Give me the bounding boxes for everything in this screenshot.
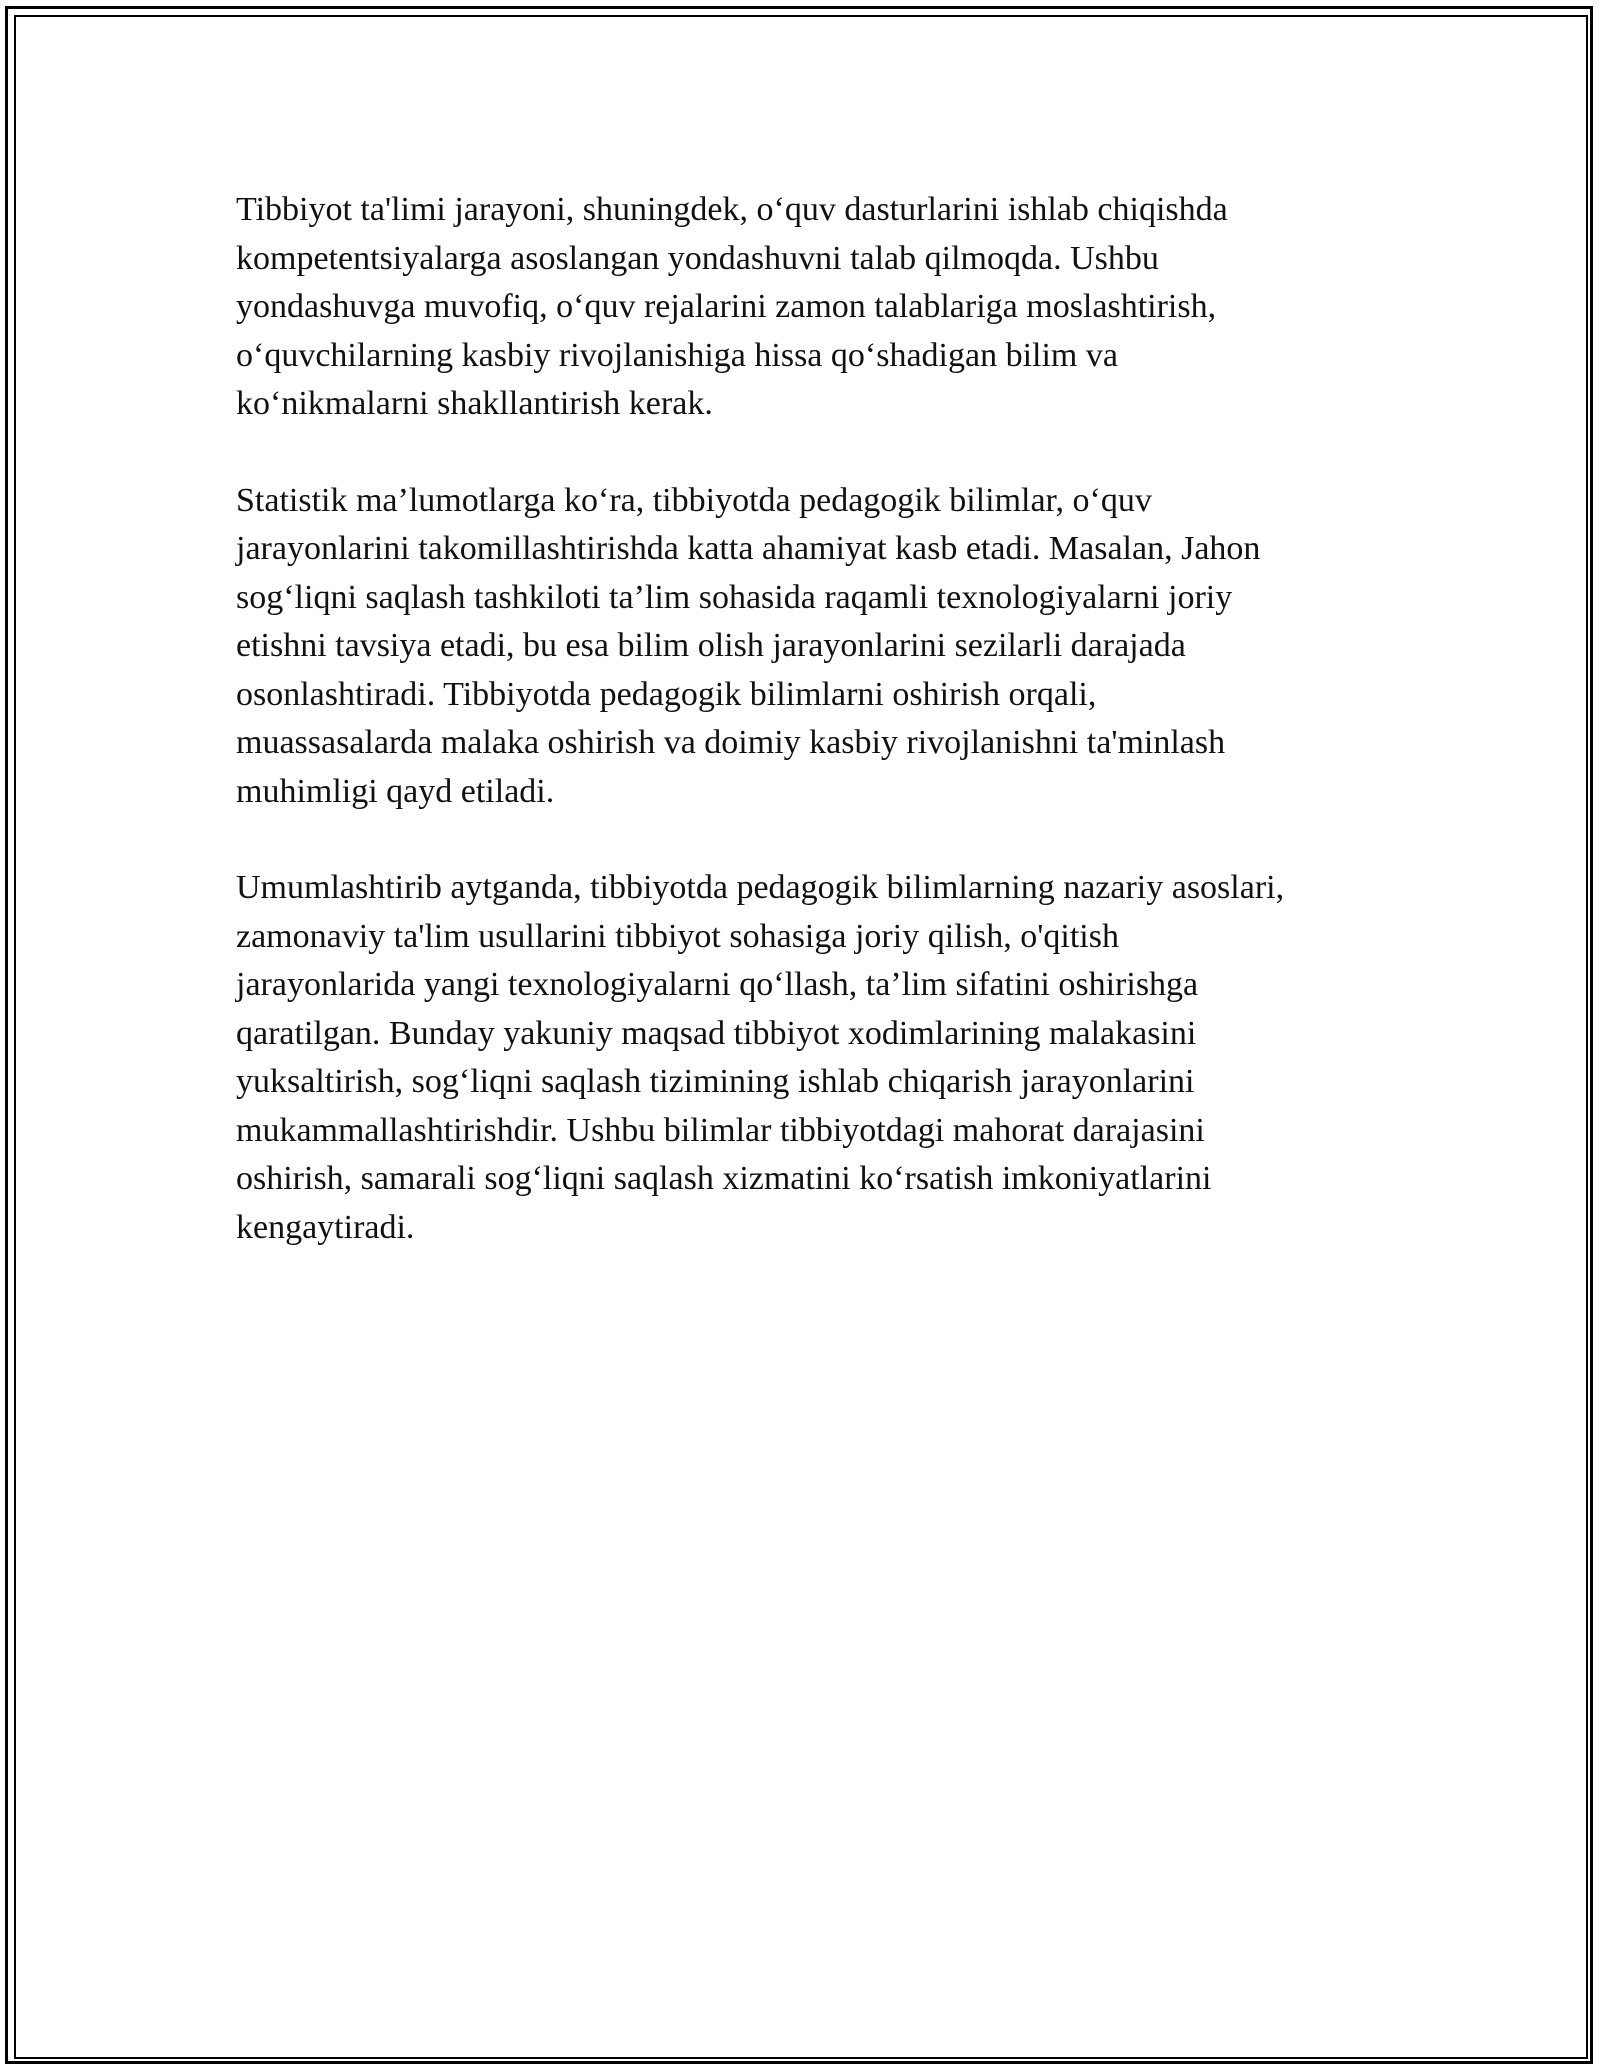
paragraph-line: muhimligi qayd etiladi. — [236, 772, 555, 810]
paragraph-line: ko‘nikmalarni shakllantirish kerak. — [236, 385, 713, 422]
paragraph-line: qaratilgan. Bunday yakuniy maqsad tibbiyot xodimlarining malakasini — [236, 1014, 1197, 1052]
paragraph-line: osonlashtiradi. Tibbiyotda pedagogik bilimlarni oshirish orqali, — [236, 675, 1097, 713]
paragraph-line: etishni tavsiya etadi, bu esa bilim olish jarayonlarini sezilarli darajada — [236, 627, 1186, 664]
paragraph-line: yuksaltirish, sog‘liqni saqlash tizimining ishlab chiqarish jarayonlarini — [236, 1063, 1195, 1100]
paragraph-2 — [236, 477, 1396, 817]
paragraph-line: sog‘liqni saqlash tashkiloti ta’lim sohasida raqamli texnologiyalarni joriy — [236, 578, 1233, 616]
paragraph-3 — [236, 864, 1396, 1252]
paragraph-line: Statistik ma’lumotlarga ko‘ra, tibbiyotda pedagogik bilimlar, o‘quv — [236, 481, 1152, 519]
paragraph-line: yondashuvga muvofiq, o‘quv rejalarini zamon talablariga moslashtirish, — [236, 288, 1217, 325]
paragraph-line: mukammallashtirishdir. Ushbu bilimlar tibbiyotdagi mahorat darajasini — [236, 1111, 1205, 1149]
document-body — [236, 186, 1396, 1300]
paragraph-1 — [236, 186, 1396, 429]
paragraph-line: zamonaviy ta'lim usullarini tibbiyot sohasiga joriy qilish, o'qitish — [236, 917, 1119, 955]
paragraph-line: kompetentsiyalarga asoslangan yondashuvni talab qilmoqda. Ushbu — [236, 239, 1159, 277]
paragraph-line: kengaytiradi. — [236, 1208, 415, 1246]
paragraph-line: Umumlashtirib aytganda, tibbiyotda pedagogik bilimlarning nazariy asoslari, — [236, 869, 1285, 906]
paragraph-line: jarayonlarida yangi texnologiyalarni qo‘llash, ta’lim sifatini oshirishga — [236, 966, 1199, 1003]
paragraph-line: jarayonlarini takomillashtirishda katta ahamiyat kasb etadi. Masalan, Jahon — [236, 530, 1261, 567]
paragraph-line: oshirish, samarali sog‘liqni saqlash xizmatini ko‘rsatish imkoniyatlarini — [236, 1160, 1212, 1197]
paragraph-line: Tibbiyot ta'limi jarayoni, shuningdek, o‘quv dasturlarini ishlab chiqishda — [236, 191, 1228, 228]
paragraph-line: muassasalarda malaka oshirish va doimiy kasbiy rivojlanishni ta'minlash — [236, 724, 1226, 761]
paragraph-line: o‘quvchilarning kasbiy rivojlanishiga hissa qo‘shadigan bilim va — [236, 336, 1118, 374]
